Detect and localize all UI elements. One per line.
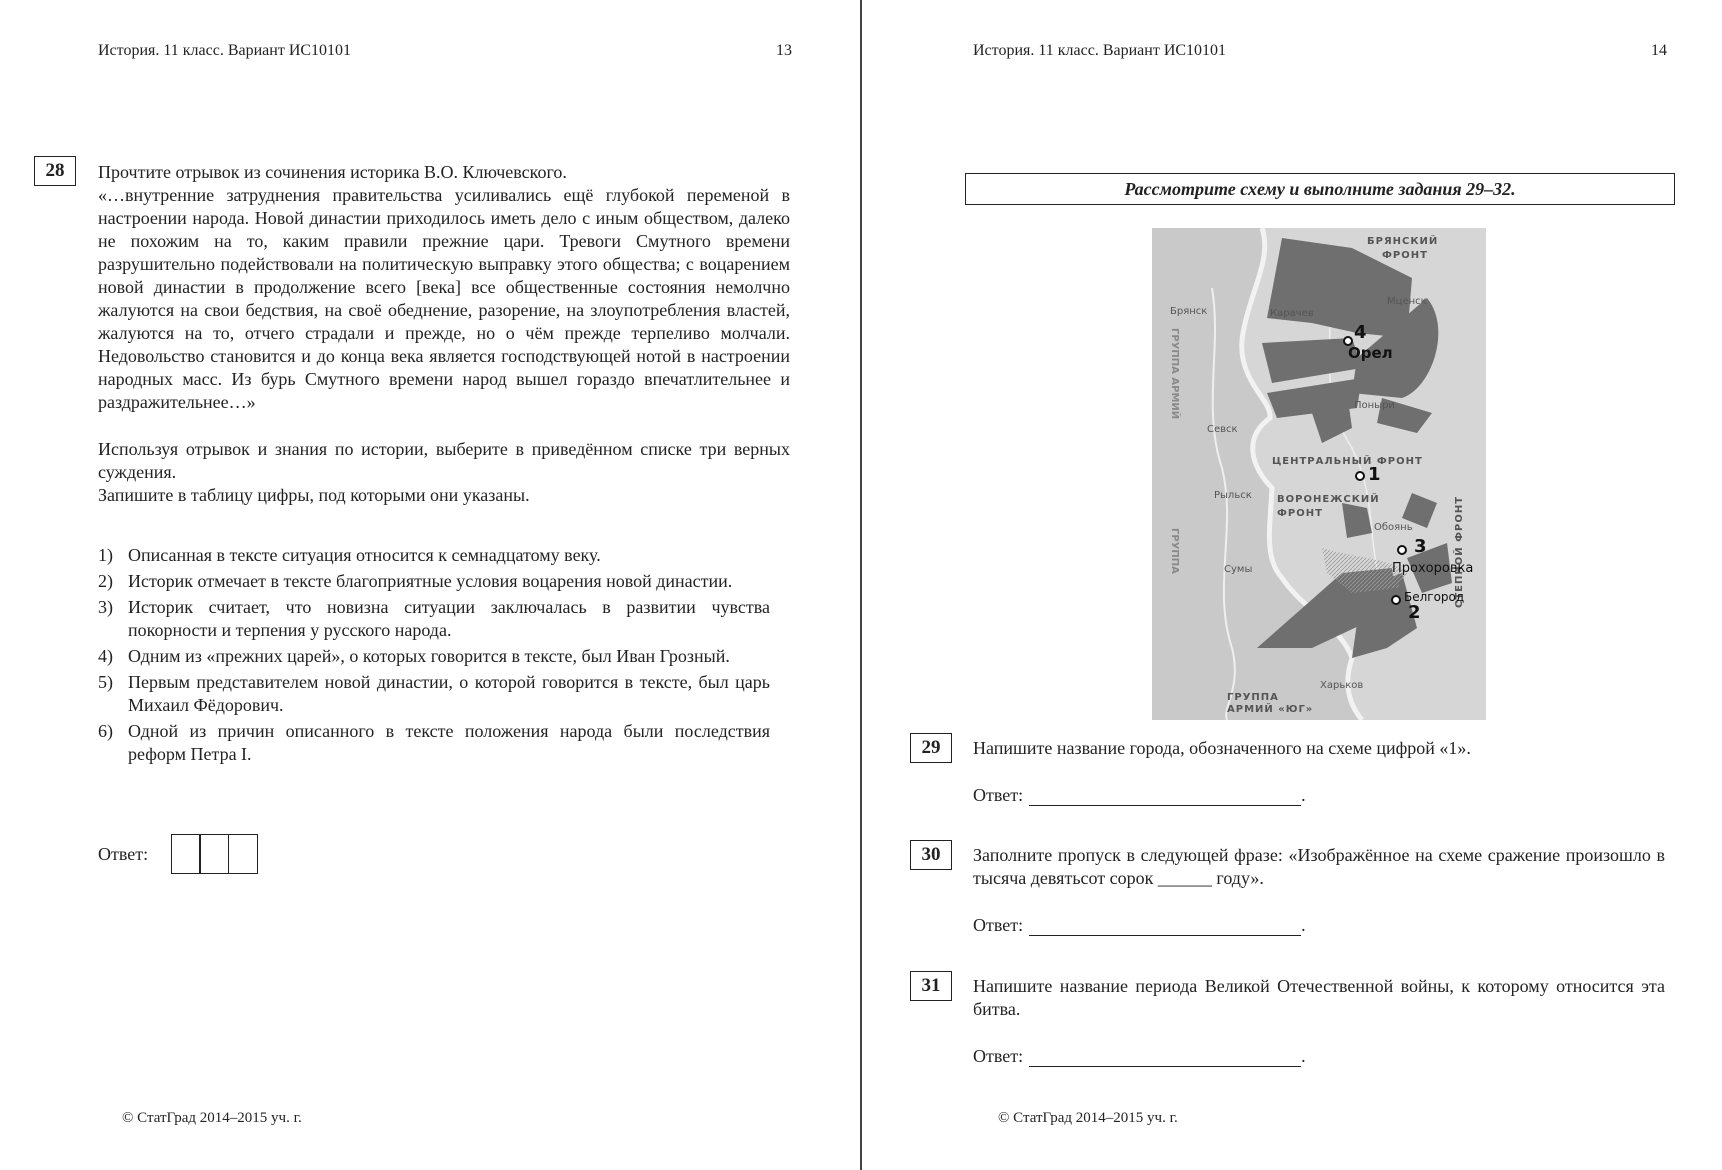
answer-label: Ответ: [973, 1046, 1024, 1066]
map-label: СТЕПНОЙ ФРОНТ [1454, 495, 1465, 608]
battle-map [1152, 228, 1486, 720]
map-label: ГРУППА АРМИЙ [1169, 328, 1180, 420]
map-label: Обоянь [1374, 522, 1413, 533]
question-number-box: 28 [34, 156, 76, 186]
map-marker-number: 2 [1408, 602, 1421, 623]
instruction: Запишите в таблицу цифры, под которыми они указаны. [98, 485, 530, 505]
map-marker-number: 4 [1354, 322, 1367, 343]
map-label: Севск [1207, 424, 1238, 435]
city-marker [1398, 546, 1406, 554]
answer-row [98, 834, 258, 874]
map-marker-number: 3 [1414, 536, 1427, 557]
instruction: Используя отрывок и знания по истории, выберите в приведённом списке три верных суждения. [98, 439, 790, 482]
answer-row: Ответ: . [973, 1046, 1306, 1066]
list-item: 3) Историк считает, что новизна ситуации заключалась в развитии чувства покорности и терпения у русского народа. [98, 597, 770, 640]
list-item: 6) Одной из причин описанного в тексте положения народа были последствия реформ Петра I. [98, 721, 770, 764]
answer-label: Ответ: [98, 843, 149, 864]
map-label: Поныри [1354, 400, 1395, 411]
source-quote: «…внутренние затруднения правительства усиливались ещё глубокой переменой в настроении народа. Новой династии приходилось иметь дело с иным обществом, далеко не похожим на то, каким правили прежние цари. Тревоги Смутного времени разрушительно подействовали на политическую выправку этого общества; с воцарением новой династии в продолжение всего [века] все общественные состояния немолчно жалуются на свои бедствия, на своё обеднение, разорение, на злоупотребления властей, жалуются на то, отчего страдали и прежде, но о чём прежде терпеливо молчали. Недовольство становится и до конца века является господствующей нотой в настроении народных масс. Из бурь Смутного времени народ вышел гораздо впечатлительнее и раздражительнее…» [98, 185, 790, 412]
question-number-box: 30 [910, 840, 952, 870]
map-label: Мценск [1387, 296, 1427, 307]
page-header: История. 11 класс. Вариант ИС10101 [98, 42, 352, 59]
map-label: Карачев [1270, 308, 1314, 319]
left-page [0, 0, 860, 1170]
list-item: 5) Первым представителем новой династии, о которой говорится в тексте, был царь Михаил Фёдорович. [98, 672, 770, 715]
question-30-text: Заполните пропуск в следующей фразе: «Изображённое на схеме сражение произошло в тысяча девятьсот сорок ______ году». [973, 845, 1665, 888]
map-label: ЦЕНТРАЛЬНЫЙ ФРОНТ [1272, 456, 1423, 467]
options-list [98, 544, 770, 769]
instruction-banner: Рассмотрите схему и выполните задания 29–32. [965, 173, 1675, 205]
map-label: АРМИЙ «ЮГ» [1227, 704, 1314, 715]
answer-cell[interactable] [228, 834, 258, 874]
list-item: 2) Историк отмечает в тексте благоприятные условия воцарения новой династии. [98, 571, 733, 591]
map-city-label: Орел [1348, 344, 1393, 362]
answer-input-line[interactable] [1029, 787, 1301, 806]
city-marker [1392, 596, 1400, 604]
answer-label: Ответ: [973, 785, 1024, 805]
page-number: 13 [776, 42, 792, 59]
answer-row: Ответ: . [973, 915, 1306, 935]
question-number-box: 31 [910, 971, 952, 1001]
list-item: 4) Одним из «прежних царей», о которых говорится в тексте, был Иван Грозный. [98, 646, 730, 666]
list-item: 1) Описанная в тексте ситуация относится к семнадцатому веку. [98, 545, 601, 565]
map-label: Рыльск [1214, 490, 1252, 501]
answer-cells [172, 834, 258, 874]
question-31-text: Напишите название периода Великой Отечественной войны, к которому относится эта битва. [973, 976, 1665, 1019]
map-label: ГРУППА [1227, 692, 1279, 703]
city-marker [1356, 472, 1364, 480]
question-intro: Прочтите отрывок из сочинения историка В.О. Ключевского. [98, 162, 567, 182]
answer-cell[interactable] [199, 834, 229, 874]
map-label: Брянск [1170, 306, 1208, 317]
map-marker-number: 1 [1368, 464, 1381, 485]
page-header: История. 11 класс. Вариант ИС10101 [973, 42, 1227, 59]
answer-label: Ответ: [973, 915, 1024, 935]
map-label: Харьков [1320, 680, 1364, 691]
map-label: БРЯНСКИЙ [1367, 236, 1439, 247]
map-label: Сумы [1224, 564, 1253, 575]
page-number: 14 [1651, 42, 1667, 59]
map-label: ФРОНТ [1382, 250, 1428, 261]
question-29-text: Напишите название города, обозначенного на схеме цифрой «1». [973, 738, 1471, 758]
map-label: ФРОНТ [1277, 508, 1323, 519]
answer-cell[interactable] [171, 834, 201, 874]
copyright-footer: © СтатГрад 2014–2015 уч. г. [122, 1110, 302, 1126]
map-label: ГРУППА [1169, 528, 1180, 574]
answer-input-line[interactable] [1029, 1048, 1301, 1067]
answer-row: Ответ: . [973, 785, 1306, 805]
answer-input-line[interactable] [1029, 917, 1301, 936]
map-city-label: Прохоровка [1392, 561, 1474, 576]
map-city-label: Белгород [1404, 590, 1465, 604]
copyright-footer: © СтатГрад 2014–2015 уч. г. [998, 1110, 1178, 1126]
question-28-text [98, 161, 790, 507]
map-label: ВОРОНЕЖСКИЙ [1277, 494, 1380, 505]
question-number-box: 29 [910, 733, 952, 763]
